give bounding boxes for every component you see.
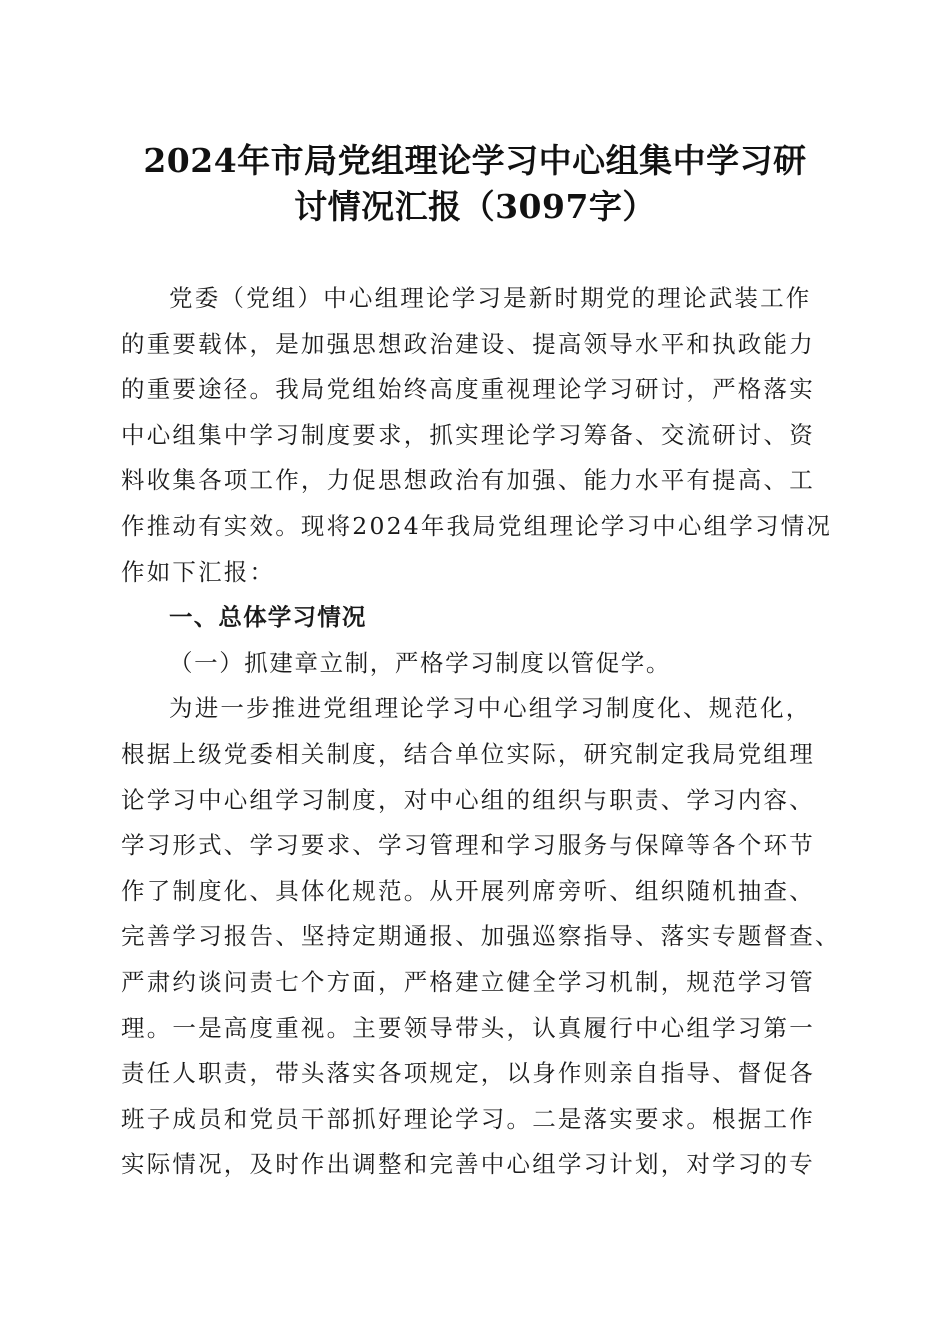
paragraph-line: 严肃约谈问责七个方面，严格建立健全学习机制，规范学习管 bbox=[121, 967, 815, 996]
paragraph-line: 责任人职责，带头落实各项规定，以身作则亲自指导、督促各 bbox=[121, 1059, 815, 1088]
paragraph-line: 的重要载体，是加强思想政治建设、提高领导水平和执政能力 bbox=[121, 329, 815, 358]
paragraph-line: 作如下汇报： bbox=[121, 557, 276, 586]
paragraph-line: 论学习中心组学习制度，对中心组的组织与职责、学习内容、 bbox=[121, 785, 815, 814]
title-line-2: 讨情况汇报（3097字） bbox=[294, 187, 656, 226]
paragraph-line: 完善学习报告、坚持定期通报、加强巡察指导、落实专题督查、 bbox=[121, 922, 841, 951]
title-line-1: 2024年市局党组理论学习中心组集中学习研 bbox=[143, 141, 807, 180]
paragraph-line: 班子成员和党员干部抓好理论学习。二是落实要求。根据工作 bbox=[121, 1104, 815, 1133]
document-body bbox=[121, 276, 841, 1188]
paragraph-line: 理。一是高度重视。主要领导带头，认真履行中心组学习第一 bbox=[121, 1013, 815, 1042]
paragraph-line: 作推动有实效。现将2024年我局党组理论学习中心组学习情况 bbox=[121, 511, 833, 540]
paragraph-line: 学习形式、学习要求、学习管理和学习服务与保障等各个环节 bbox=[121, 831, 815, 860]
paragraph-line: 的重要途径。我局党组始终高度重视理论学习研讨，严格落实 bbox=[121, 375, 815, 404]
paragraph-line: 为进一步推进党组理论学习中心组学习制度化、规范化， bbox=[169, 694, 812, 723]
document-title bbox=[0, 138, 950, 230]
paragraph-line: 党委（党组）中心组理论学习是新时期党的理论武装工作 bbox=[169, 284, 812, 312]
paragraph-line: 实际情况，及时作出调整和完善中心组学习计划，对学习的专 bbox=[121, 1150, 815, 1179]
section-heading: 一、总体学习情况 bbox=[169, 603, 367, 632]
paragraph-line: 中心组集中学习制度要求，抓实理论学习筹备、交流研讨、资 bbox=[121, 420, 815, 449]
paragraph-line: 作了制度化、具体化规范。从开展列席旁听、组织随机抽查、 bbox=[121, 876, 815, 905]
paragraph-line: 料收集各项工作，力促思想政治有加强、能力水平有提高、工 bbox=[121, 466, 815, 495]
subsection-heading: （一）抓建章立制，严格学习制度以管促学。 bbox=[169, 648, 671, 677]
paragraph-line: 根据上级党委相关制度，结合单位实际，研究制定我局党组理 bbox=[121, 739, 815, 768]
